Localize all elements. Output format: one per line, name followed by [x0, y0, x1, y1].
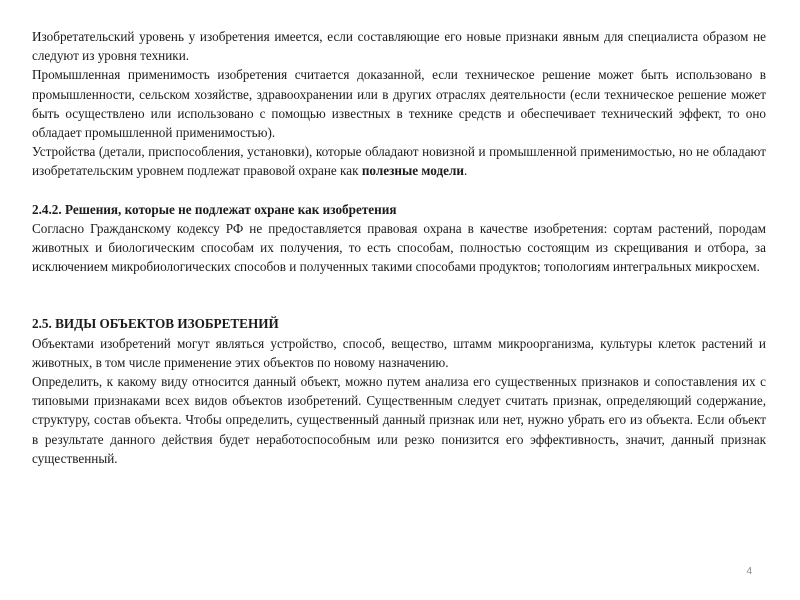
- slide-content: [32, 27, 766, 468]
- spacer: [32, 276, 766, 314]
- utility-models-term: полезные модели: [361, 163, 464, 179]
- utility-models-paragraph: [32, 142, 766, 180]
- section-2-4-2-heading: 2.4.2. Решения, которые не подлежат охране как изобретения: [32, 201, 397, 217]
- inventive-step-paragraph: Изобретательский уровень у изобретения имеется, если составляющие его новые признаки явным для специалиста образом не следуют из уровня техники.: [32, 29, 766, 64]
- industrial-applicability-paragraph: Промышленная применимость изобретения считается доказанной, если техническое решение может быть использовано в промышленности, сельском хозяйстве, здравоохранении или в других отраслях деятельности (если техническое решение может быть осуществлено или использовано с помощью известных в технике средств и обеспечивает технический эффект, то оно обладает промышленной применимостью).: [32, 67, 766, 141]
- section-2-5-heading: 2.5. ВИДЫ ОБЪЕКТОВ ИЗОБРЕТЕНИЙ: [32, 316, 279, 332]
- page-number: 4: [746, 566, 752, 577]
- section-2-5-essential-features-paragraph: Определить, к какому виду относится данный объект, можно путем анализа его существенных признаков и сопоставления их с типовыми признаками всех видов объектов изобретений. Существенным следует считать признак, определяющий содержание, структуру, состав объекта. Чтобы определить, существенный данный признак или нет, нужно убрать его из объекта. Если объект в результате данного действия будет неработоспособным или резко понизится его эффективность, значит, данный признак существенный.: [32, 374, 766, 466]
- utility-models-period: .: [463, 163, 468, 179]
- section-2-5-objects-paragraph: Объектами изобретений могут являться устройство, способ, вещество, штамм микроорганизма, культуры клеток растений и животных, в том числе применение этих объектов по новому назначению.: [32, 335, 766, 370]
- utility-models-text: Устройства (детали, приспособления, установки), которые обладают новизной и промышленной применимостью, но не обладают изобретательским уровнем подлежат правовой охране как: [32, 144, 766, 179]
- spacer: [32, 181, 766, 200]
- section-2-4-2-text: Согласно Гражданскому кодексу РФ не предоставляется правовая охрана в качестве изобретения: сортам растений, породам животных и биологическим способам их получения, то есть способам, полностью состоящим из скрещивания и отбора, за исключением микробиологических способов и полученных такими способами продуктов; топологиям интегральных микросхем.: [32, 220, 766, 275]
